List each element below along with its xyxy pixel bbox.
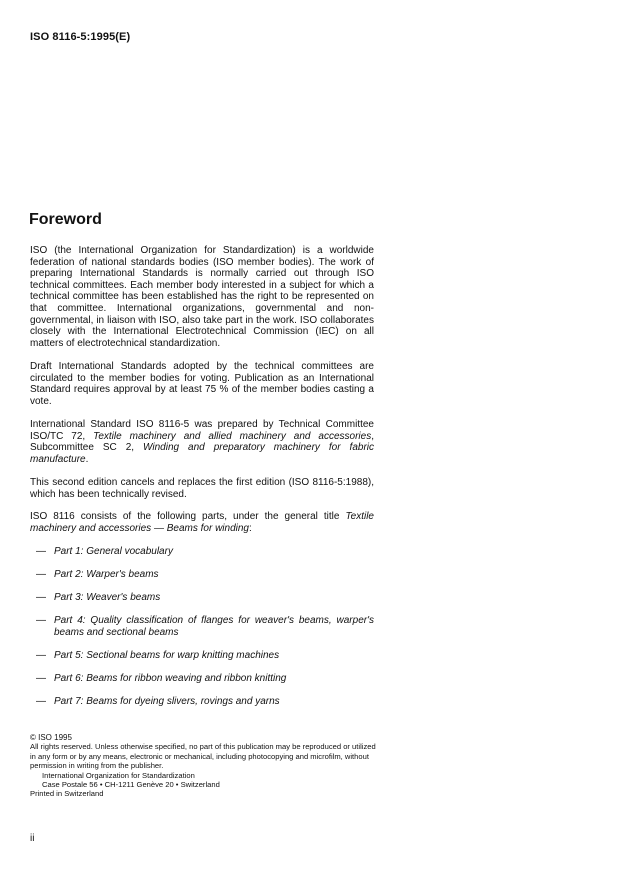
foreword-paragraph-4: This second edition cancels and replaces the first edition (ISO 8116-5:1988), which has been technically revised. bbox=[30, 477, 374, 500]
p5-general-title: Textile machinery and accessories — Beams for winding bbox=[30, 511, 374, 534]
list-dash: — bbox=[36, 546, 46, 557]
p5-text-a: ISO 8116 consists of the following parts, under the general title bbox=[30, 511, 346, 522]
copyright-block bbox=[30, 733, 376, 799]
p3-text-e: . bbox=[85, 453, 89, 465]
list-dash: — bbox=[36, 673, 46, 685]
p3-committee-title: Textile machinery and allied machinery and accessories bbox=[93, 430, 372, 442]
p3-text-c: , Subcommittee SC 2, bbox=[30, 430, 374, 454]
part-label: Part 3: Weaver's beams bbox=[54, 592, 161, 604]
p5-text-c: : bbox=[248, 522, 252, 534]
part-label: Part 1: General vocabulary bbox=[54, 546, 173, 557]
p3-text-a: International Standard ISO 8116-5 was prepared by Technical Committee ISO/TC 72, bbox=[30, 419, 374, 442]
list-item bbox=[36, 650, 374, 662]
list-dash: — bbox=[36, 649, 46, 661]
list-dash: — bbox=[36, 615, 46, 627]
parts-list bbox=[36, 546, 374, 708]
foreword-paragraph-5 bbox=[30, 511, 374, 534]
page-number: ii bbox=[30, 833, 35, 844]
foreword-paragraph-2: Draft International Standards adopted by the technical committees are circulated to the member bodies for voting. Publication as an International Standard requires approval by at least 75 % of the member bodies casting a vote. bbox=[30, 361, 374, 407]
list-item bbox=[36, 569, 374, 581]
list-item bbox=[36, 615, 374, 638]
foreword-paragraph-3 bbox=[30, 419, 374, 465]
copyright-notice: © ISO 1995 bbox=[30, 733, 72, 742]
part-label: Part 7: Beams for dyeing slivers, rovings and yarns bbox=[54, 696, 280, 708]
list-item bbox=[36, 592, 374, 604]
printed-in: Printed in Switzerland bbox=[30, 789, 104, 799]
list-item bbox=[36, 673, 374, 685]
list-item bbox=[36, 696, 374, 708]
list-dash: — bbox=[36, 696, 46, 708]
page-title: Foreword bbox=[29, 211, 102, 228]
rights-statement: All rights reserved. Unless otherwise specified, no part of this publication may be reproduced or utilized in any form or by any means, electronic or mechanical, including photocopying and microfilm, without permission in writing from the publisher. bbox=[30, 742, 376, 771]
list-dash: — bbox=[36, 569, 46, 581]
part-label: Part 5: Sectional beams for warp knitting machines bbox=[54, 649, 280, 661]
organization-name: International Organization for Standardization bbox=[42, 770, 195, 780]
part-label: Part 2: Warper's beams bbox=[54, 569, 159, 581]
part-label: Part 6: Beams for ribbon weaving and ribbon knitting bbox=[54, 673, 287, 685]
list-dash: — bbox=[36, 592, 46, 604]
organization-address: Case Postale 56 • CH-1211 Genève 20 • Switzerland bbox=[42, 780, 220, 790]
p3-subcommittee-title: Winding and preparatory machinery for fabric manufacture bbox=[30, 442, 374, 465]
document-header-id: ISO 8116-5:1995(E) bbox=[30, 31, 131, 43]
part-label: Part 4: Quality classification of flanges for weaver's beams, warper's beams and sectional beams bbox=[54, 615, 374, 638]
foreword-paragraph-1: ISO (the International Organization for Standardization) is a worldwide federation of national standards bodies (ISO member bodies). The work of preparing International Standards is normally carried out through ISO technical committees. Each member body interested in a subject for which a technical committee has been established has the right to be represented on that committee. International organizations, governmental and non-governmental, in liaison with ISO, also take part in the work. ISO collaborates closely with the International Electrotechnical Commission (IEC) on all matters of electrotechnical standardization. bbox=[30, 245, 374, 349]
list-item bbox=[36, 546, 374, 558]
